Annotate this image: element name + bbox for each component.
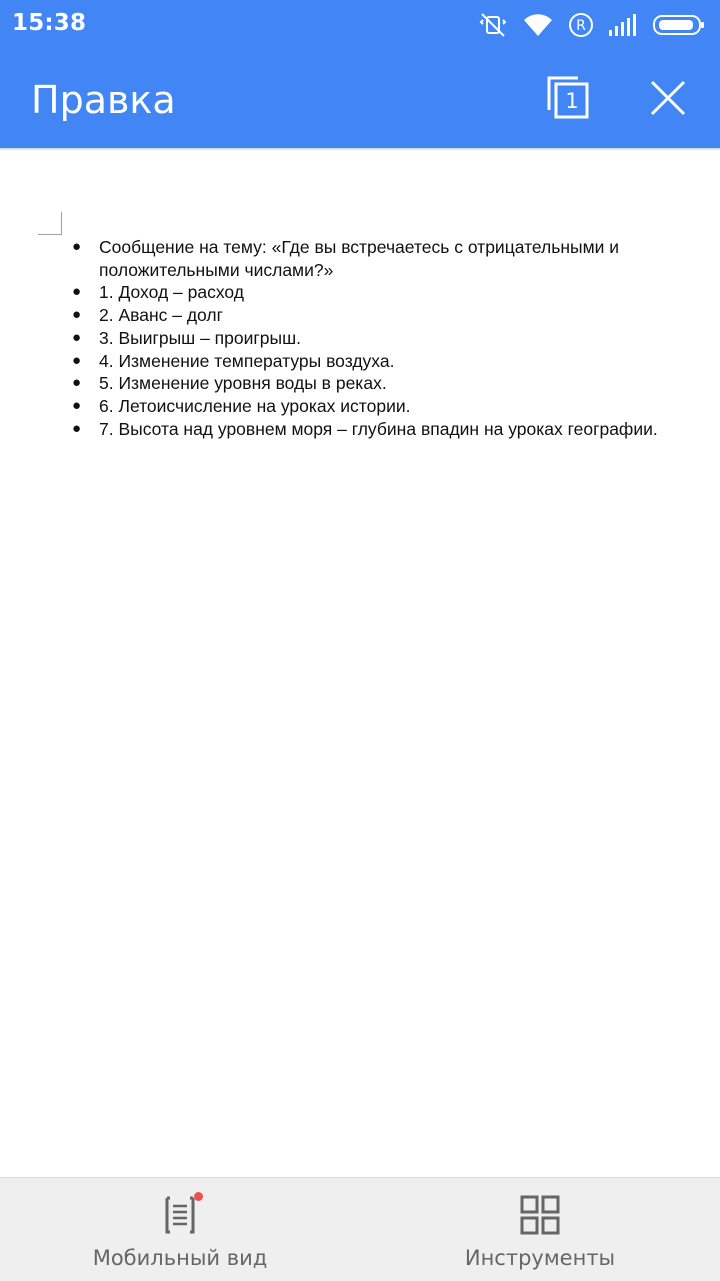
list-item-text: 1. Доход – расход (99, 282, 244, 303)
tools-button[interactable] (360, 1178, 720, 1281)
page-title: Правка (31, 78, 176, 122)
list-item-text: Сообщение на тему: «Где вы встречаетесь с отрицательными и положительными числами?» (99, 237, 620, 280)
list-item-text: 2. Аванс – долг (99, 305, 223, 326)
status-bar (0, 0, 720, 50)
bullet-icon: ● (72, 328, 82, 346)
list-item-text: 5. Изменение уровня воды в реках. (99, 373, 387, 394)
list-item (72, 418, 702, 441)
bullet-icon: ● (72, 396, 82, 414)
notification-dot (194, 1192, 203, 1201)
status-time: 15:38 (12, 10, 87, 36)
list-item-text: 7. Высота над уровнем моря – глубина впадин на уроках географии. (99, 418, 658, 439)
list-item (72, 395, 702, 418)
list-item (72, 304, 702, 327)
wifi-icon (522, 12, 554, 38)
list-item-text: 6. Летоисчисление на уроках истории. (99, 395, 411, 416)
bullet-icon: ● (72, 419, 82, 437)
document-area[interactable] (0, 151, 720, 1177)
bullet-icon: ● (72, 374, 82, 392)
battery-icon (652, 13, 706, 37)
bottom-nav (0, 1177, 720, 1281)
mobile-view-icon (159, 1194, 201, 1236)
tools-label: Инструменты (464, 1246, 616, 1270)
bullet-icon: ● (72, 238, 82, 255)
list-item (72, 372, 702, 395)
page-corner-mark (38, 212, 62, 235)
status-icons (478, 10, 706, 40)
pages-button[interactable] (540, 72, 596, 128)
bullet-icon: ● (72, 283, 82, 301)
document-list (72, 236, 702, 440)
muted-vibrate-icon (478, 11, 508, 39)
list-item (72, 236, 702, 281)
list-item-text: 4. Изменение температуры воздуха. (99, 350, 395, 371)
mobile-view-label: Мобильный вид (92, 1246, 268, 1270)
list-item-text: 3. Выигрыш – проигрыш. (99, 327, 301, 348)
list-item (72, 281, 702, 304)
mobile-view-button[interactable] (0, 1178, 360, 1281)
roaming-r-icon (568, 12, 594, 38)
top-app-bar (0, 0, 720, 148)
signal-icon (608, 13, 638, 37)
pages-count: 1 (565, 89, 579, 113)
bullet-icon: ● (72, 351, 82, 369)
bullet-icon: ● (72, 306, 82, 324)
tools-grid-icon (519, 1194, 561, 1236)
list-item (72, 350, 702, 373)
svg-text:R: R (576, 18, 586, 34)
close-icon (640, 113, 696, 132)
list-item (72, 327, 702, 350)
close-button[interactable] (640, 72, 696, 128)
